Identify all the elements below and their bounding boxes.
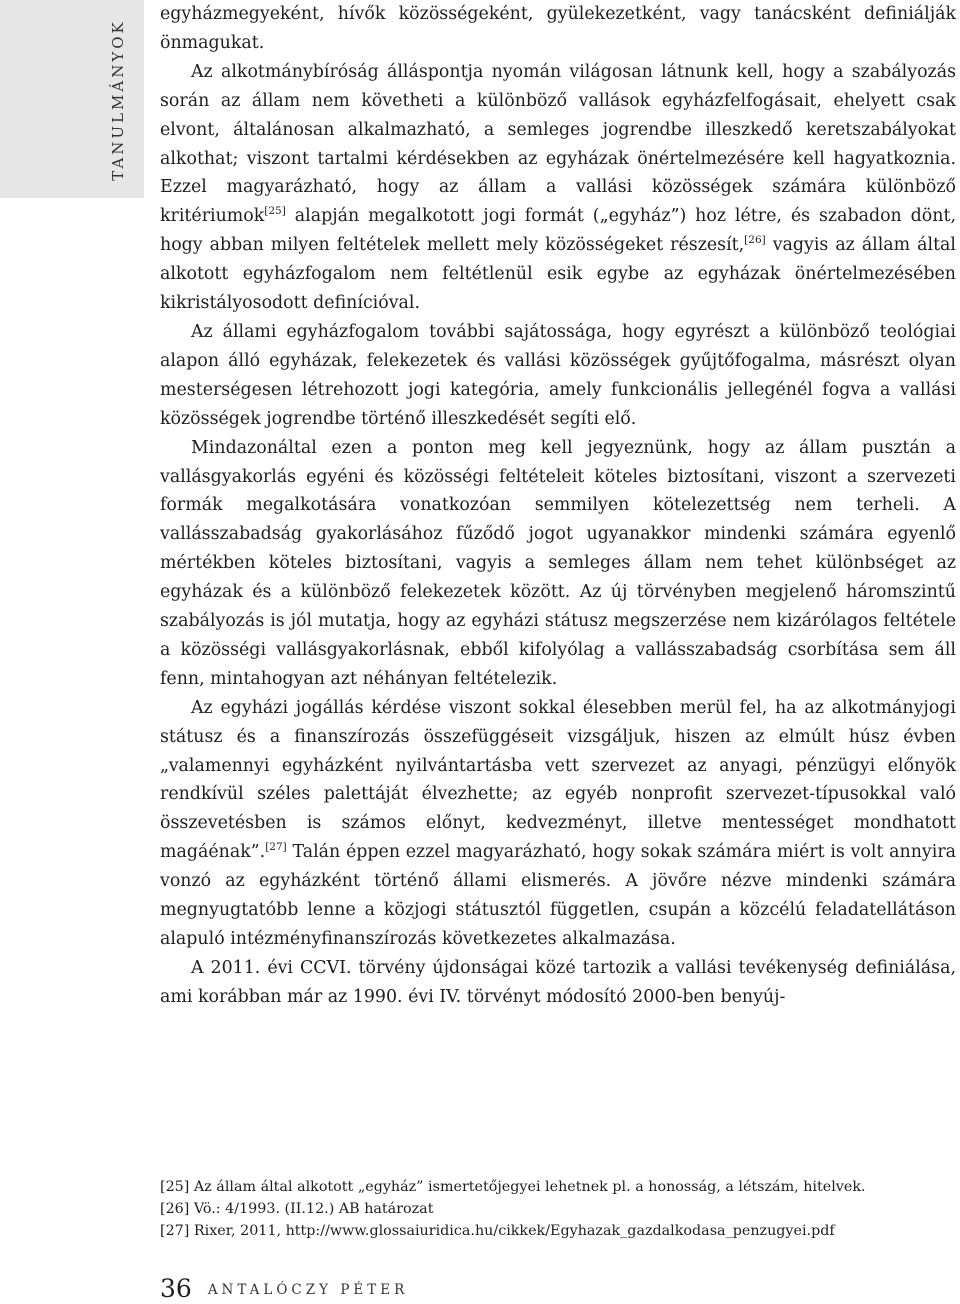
section-tab bbox=[0, 0, 144, 198]
page-footer bbox=[160, 1274, 408, 1304]
paragraph-text: alapján megalkotott jogi formát („egyház”) hoz létre, és szabadon dönt, hogy abban milyen feltételek mellett mely közösségeket részesít, bbox=[160, 206, 956, 256]
page-number: 36 bbox=[160, 1274, 192, 1303]
footnote-reference: [26] bbox=[744, 234, 766, 247]
footnote-reference: [25] bbox=[264, 205, 286, 218]
paragraph bbox=[160, 434, 956, 694]
paragraph-text: vagyis az állam által alkotott egyházfogalom nem feltétlenül esik egybe az egyházak önértelmezésében kikristályosodott definícióval. bbox=[160, 235, 956, 314]
footnote: [26] Vö.: 4/1993. (II.12.) AB határozat bbox=[160, 1201, 434, 1218]
paragraph-text: Az alkotmánybíróság álláspontja nyomán világosan látnunk kell, hogy a szabályozás során az állam nem követheti a különböző vallások egyházfelfogásait, ehelyett csak elvont, általánosan alkalmazható, a semleges jogrendbe illeszkedő keretszabályokat alkothat; viszont tartalmi kérdésekben az egyházak önértelmezésére kell hagyatkoznia. Ezzel magyarázható, hogy az állam a vallási közösségek számára különböző kritériumok bbox=[160, 61, 956, 227]
paragraph bbox=[160, 58, 956, 318]
paragraph-text: Az állami egyházfogalom további sajátossága, hogy egyrészt a különböző teológiai alapon álló egyházak, felekezetek és vallási közösségek gyűjtőfogalma, másrészt olyan mesterségesen létrehozott jogi kategória, amely funkcionális jellegénél fogva a vallási közösségek jogrendbe történő illeszkedését segíti elő. bbox=[160, 321, 956, 429]
paragraph bbox=[160, 0, 956, 58]
running-head-author: ANTALÓCZY PÉTER bbox=[207, 1282, 409, 1298]
paragraph-text: A 2011. évi CCVI. törvény újdonságai közé tartozik a vallási tevékenység definiálása, ami korábban már az 1990. évi IV. törvényt módosító 2000-ben benyúj- bbox=[160, 957, 956, 1007]
paragraph-text: Az egyházi jogállás kérdése viszont sokkal élesebben merül fel, ha az alkotmányjogi státusz és a finanszírozás összefüggéseit vizsgáljuk, hiszen az elmúlt húsz évben „valamennyi egyházként nyilvántartásba vett szervezet az anyagi, pénzügyi előnyök rendkívül széles palettáját élvezhette; az egyéb nonprofit szervezet-típusokkal való összevetésben is számos előnyt, kedvezményt, illetve mentességet mondhatott magáénak”. bbox=[160, 697, 956, 863]
paragraph bbox=[160, 954, 956, 1012]
footnotes bbox=[160, 1176, 956, 1243]
paragraph-text: egyházmegyeként, hívők közösségeként, gyülekezetként, vagy tanácsként definiálják önmagukat. bbox=[160, 4, 956, 53]
paragraph-text: Talán éppen ezzel magyarázható, hogy sokak számára miért is volt annyira vonzó az egyházként történő állami elismerés. A jövőre nézve mindenki számára megnyugtatóbb lenne a közjogi státusztól független, csupán a közcélú feladatellátáson alapuló intézményfinanszírozás következetes alkalmazása. bbox=[160, 842, 956, 949]
section-tab-label: TANULMÁNYOK bbox=[109, 19, 127, 181]
footnote-reference: [27] bbox=[265, 841, 287, 854]
footnote: [27] Rixer, 2011, http://www.glossaiuridica.hu/cikkek/Egyhazak_gazdalkodasa_penzugyei.pdf bbox=[160, 1223, 835, 1240]
body-text bbox=[160, 0, 956, 1012]
footnote: [25] Az állam által alkotott „egyház” ismertetőjegyei lehetnek pl. a honosság, a létszám, hitelvek. bbox=[160, 1179, 866, 1195]
paragraph-text: Mindazonáltal ezen a ponton meg kell jegyeznünk, hogy az állam pusztán a vallásgyakorlás egyéni és közösségi feltételeit köteles biztosítani, viszont a szervezeti formák megalkotására vonatkozóan semmilyen kötelezettség nem terheli. A vallásszabadság gyakorlásához fűződő jogot ugyanakkor mindenki számára egyenlő mértékben köteles biztosítani, vagyis a semleges állam nem tehet különbséget az egyházak és a különböző felekezetek között. Az új törvényben megjelenő háromszintű szabályozás is jól mutatja, hogy az egyházi státusz megszerzése nem kizárólagos feltétele a közösségi vallásgyakorlásnak, ebből kifolyólag a vallásszabadság csorbítása sem áll fenn, mintahogyan azt néhányan feltételezik. bbox=[160, 437, 956, 689]
paragraph bbox=[160, 318, 956, 434]
paragraph bbox=[160, 694, 956, 954]
